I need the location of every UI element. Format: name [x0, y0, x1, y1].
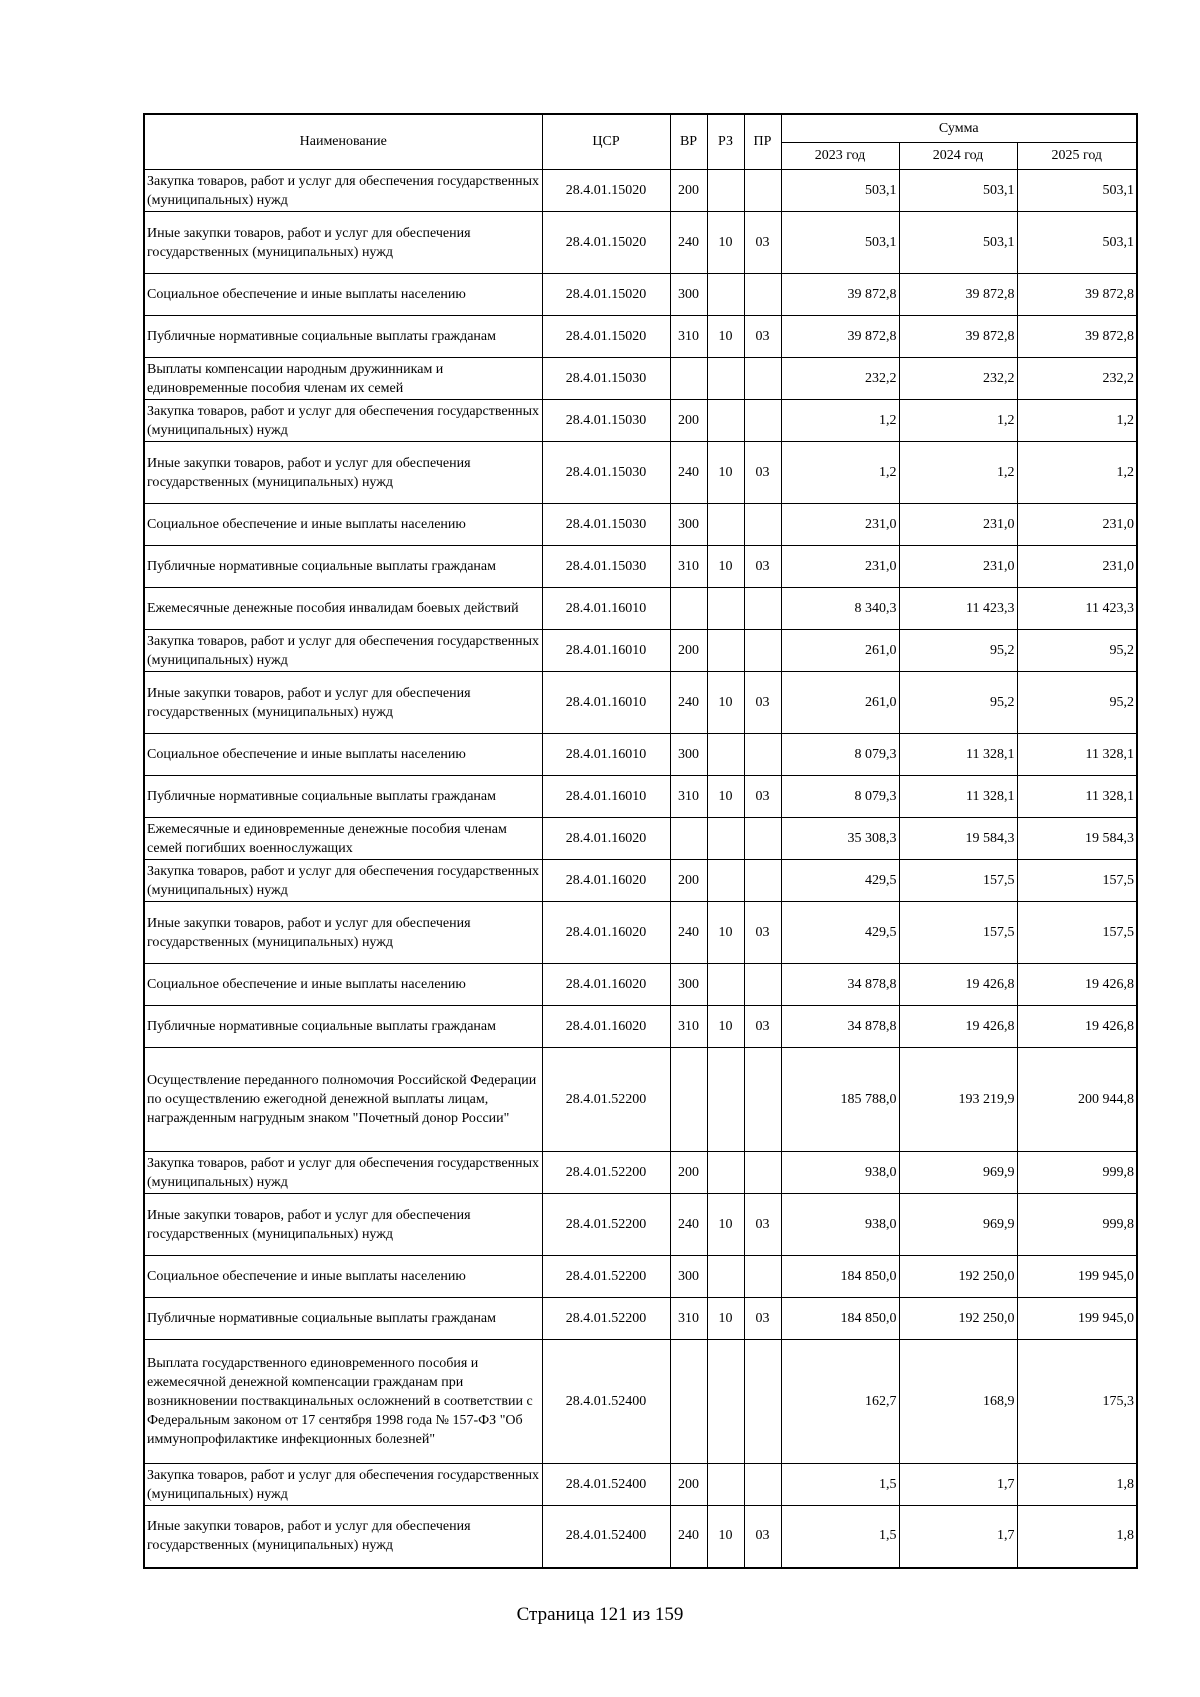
row-csr: 28.4.01.16010: [542, 630, 670, 672]
header-vr: ВР: [670, 114, 707, 170]
row-pr: 03: [744, 776, 781, 818]
row-sum-2025: 11 328,1: [1017, 734, 1137, 776]
header-pr: ПР: [744, 114, 781, 170]
row-name: Закупка товаров, работ и услуг для обеспечения государственных (муниципальных) нужд: [144, 630, 542, 672]
row-sum-2025: 231,0: [1017, 546, 1137, 588]
row-vr: 240: [670, 672, 707, 734]
row-rz: 10: [707, 546, 744, 588]
page-number: Страница 121 из 159: [516, 1604, 684, 1625]
header-year-2024: 2024 год: [899, 143, 1017, 170]
row-sum-2023: 261,0: [781, 630, 899, 672]
row-csr: 28.4.01.52200: [542, 1194, 670, 1256]
row-pr: [744, 274, 781, 316]
row-sum-2023: 232,2: [781, 358, 899, 400]
table-row: [144, 1464, 1137, 1506]
row-sum-2023: 503,1: [781, 170, 899, 212]
row-sum-2024: 157,5: [899, 860, 1017, 902]
row-sum-2023: 938,0: [781, 1194, 899, 1256]
row-sum-2024: 11 328,1: [899, 734, 1017, 776]
row-sum-2023: 938,0: [781, 1152, 899, 1194]
table-row: [144, 1340, 1137, 1464]
row-name: Публичные нормативные социальные выплаты гражданам: [144, 1298, 542, 1340]
row-sum-2025: 999,8: [1017, 1194, 1137, 1256]
table-row: [144, 818, 1137, 860]
row-csr: 28.4.01.52400: [542, 1464, 670, 1506]
row-csr: 28.4.01.15030: [542, 504, 670, 546]
row-csr: 28.4.01.15030: [542, 400, 670, 442]
row-vr: 240: [670, 1194, 707, 1256]
row-name: Социальное обеспечение и иные выплаты населению: [144, 504, 542, 546]
row-name: Публичные нормативные социальные выплаты гражданам: [144, 316, 542, 358]
row-pr: [744, 1048, 781, 1152]
table-row: [144, 400, 1137, 442]
header-sum: Сумма: [781, 114, 1137, 143]
row-sum-2024: 231,0: [899, 504, 1017, 546]
row-pr: 03: [744, 672, 781, 734]
row-sum-2025: 157,5: [1017, 902, 1137, 964]
row-sum-2024: 969,9: [899, 1194, 1017, 1256]
row-sum-2025: 231,0: [1017, 504, 1137, 546]
row-csr: 28.4.01.16010: [542, 734, 670, 776]
row-sum-2023: 162,7: [781, 1340, 899, 1464]
row-vr: [670, 1048, 707, 1152]
table-header: [144, 114, 1137, 170]
row-vr: [670, 358, 707, 400]
table-row: [144, 1048, 1137, 1152]
row-name: Осуществление переданного полномочия Российской Федерации по осуществлению ежегодной денежной выплаты лицам, награжденным нагрудным знаком "Почетный донор России": [144, 1048, 542, 1152]
table-row: [144, 212, 1137, 274]
table-row: [144, 1506, 1137, 1568]
row-sum-2023: 429,5: [781, 860, 899, 902]
row-sum-2024: 39 872,8: [899, 316, 1017, 358]
row-sum-2025: 39 872,8: [1017, 316, 1137, 358]
row-name: Социальное обеспечение и иные выплаты населению: [144, 964, 542, 1006]
table-row: [144, 504, 1137, 546]
row-pr: 03: [744, 1506, 781, 1568]
row-rz: [707, 588, 744, 630]
row-sum-2023: 8 079,3: [781, 734, 899, 776]
row-pr: 03: [744, 902, 781, 964]
row-vr: [670, 1340, 707, 1464]
row-sum-2024: 969,9: [899, 1152, 1017, 1194]
row-rz: 10: [707, 1506, 744, 1568]
row-name: Иные закупки товаров, работ и услуг для обеспечения государственных (муниципальных) нужд: [144, 1194, 542, 1256]
row-name: Закупка товаров, работ и услуг для обеспечения государственных (муниципальных) нужд: [144, 1464, 542, 1506]
row-vr: 310: [670, 316, 707, 358]
row-sum-2024: 1,7: [899, 1464, 1017, 1506]
header-year-2025: 2025 год: [1017, 143, 1137, 170]
row-vr: 300: [670, 1256, 707, 1298]
row-csr: 28.4.01.15030: [542, 358, 670, 400]
row-sum-2025: 157,5: [1017, 860, 1137, 902]
row-sum-2023: 184 850,0: [781, 1256, 899, 1298]
row-sum-2023: 34 878,8: [781, 964, 899, 1006]
row-csr: 28.4.01.52200: [542, 1048, 670, 1152]
row-vr: 240: [670, 1506, 707, 1568]
row-vr: 300: [670, 274, 707, 316]
row-sum-2024: 19 426,8: [899, 964, 1017, 1006]
row-rz: 10: [707, 672, 744, 734]
row-sum-2024: 193 219,9: [899, 1048, 1017, 1152]
row-csr: 28.4.01.15020: [542, 274, 670, 316]
row-name: Социальное обеспечение и иные выплаты населению: [144, 734, 542, 776]
row-pr: [744, 630, 781, 672]
row-csr: 28.4.01.15020: [542, 170, 670, 212]
row-rz: 10: [707, 776, 744, 818]
row-sum-2025: 39 872,8: [1017, 274, 1137, 316]
row-csr: 28.4.01.16010: [542, 776, 670, 818]
budget-table: [143, 113, 1138, 1569]
row-pr: [744, 504, 781, 546]
row-sum-2023: 8 079,3: [781, 776, 899, 818]
row-rz: 10: [707, 442, 744, 504]
table-row: [144, 316, 1137, 358]
row-pr: [744, 358, 781, 400]
row-csr: 28.4.01.16020: [542, 818, 670, 860]
row-csr: 28.4.01.16020: [542, 860, 670, 902]
row-name: Иные закупки товаров, работ и услуг для обеспечения государственных (муниципальных) нужд: [144, 672, 542, 734]
row-sum-2025: 1,8: [1017, 1464, 1137, 1506]
row-name: Иные закупки товаров, работ и услуг для обеспечения государственных (муниципальных) нужд: [144, 1506, 542, 1568]
row-sum-2024: 19 426,8: [899, 1006, 1017, 1048]
row-pr: [744, 1152, 781, 1194]
row-name: Закупка товаров, работ и услуг для обеспечения государственных (муниципальных) нужд: [144, 1152, 542, 1194]
row-sum-2023: 39 872,8: [781, 274, 899, 316]
row-sum-2023: 8 340,3: [781, 588, 899, 630]
row-csr: 28.4.01.52400: [542, 1340, 670, 1464]
row-sum-2023: 1,5: [781, 1506, 899, 1568]
row-vr: 200: [670, 860, 707, 902]
header-name: Наименование: [144, 114, 542, 170]
row-name: Публичные нормативные социальные выплаты гражданам: [144, 546, 542, 588]
header-rz: РЗ: [707, 114, 744, 170]
row-rz: [707, 1464, 744, 1506]
row-sum-2023: 184 850,0: [781, 1298, 899, 1340]
table-row: [144, 588, 1137, 630]
row-pr: 03: [744, 1006, 781, 1048]
row-sum-2023: 1,2: [781, 442, 899, 504]
row-vr: 310: [670, 1298, 707, 1340]
row-sum-2024: 95,2: [899, 672, 1017, 734]
table-body: [144, 170, 1137, 1568]
table-row: [144, 902, 1137, 964]
table-row: [144, 442, 1137, 504]
row-sum-2023: 35 308,3: [781, 818, 899, 860]
row-name: Социальное обеспечение и иные выплаты населению: [144, 1256, 542, 1298]
row-rz: [707, 358, 744, 400]
row-name: Иные закупки товаров, работ и услуг для обеспечения государственных (муниципальных) нужд: [144, 442, 542, 504]
row-name: Ежемесячные и единовременные денежные пособия членам семей погибших военнослужащих: [144, 818, 542, 860]
row-sum-2023: 231,0: [781, 504, 899, 546]
row-csr: 28.4.01.15030: [542, 442, 670, 504]
table-row: [144, 1194, 1137, 1256]
row-rz: 10: [707, 316, 744, 358]
row-sum-2023: 231,0: [781, 546, 899, 588]
row-sum-2025: 95,2: [1017, 630, 1137, 672]
row-sum-2024: 95,2: [899, 630, 1017, 672]
table-row: [144, 1006, 1137, 1048]
row-sum-2025: 1,2: [1017, 442, 1137, 504]
row-rz: [707, 818, 744, 860]
row-csr: 28.4.01.52200: [542, 1152, 670, 1194]
table-row: [144, 672, 1137, 734]
row-name: Ежемесячные денежные пособия инвалидам боевых действий: [144, 588, 542, 630]
table-row: [144, 1298, 1137, 1340]
row-vr: 200: [670, 1464, 707, 1506]
row-csr: 28.4.01.52200: [542, 1256, 670, 1298]
row-pr: 03: [744, 212, 781, 274]
row-csr: 28.4.01.16020: [542, 1006, 670, 1048]
row-sum-2025: 1,2: [1017, 400, 1137, 442]
table-row: [144, 734, 1137, 776]
row-sum-2024: 231,0: [899, 546, 1017, 588]
table-row: [144, 1152, 1137, 1194]
row-name: Публичные нормативные социальные выплаты гражданам: [144, 1006, 542, 1048]
row-sum-2025: 999,8: [1017, 1152, 1137, 1194]
row-sum-2025: 199 945,0: [1017, 1256, 1137, 1298]
row-sum-2025: 11 328,1: [1017, 776, 1137, 818]
row-name: Выплаты компенсации народным дружинникам и единовременные пособия членам их семей: [144, 358, 542, 400]
row-pr: [744, 1464, 781, 1506]
row-name: Иные закупки товаров, работ и услуг для обеспечения государственных (муниципальных) нужд: [144, 902, 542, 964]
row-pr: [744, 818, 781, 860]
row-vr: 240: [670, 902, 707, 964]
row-sum-2025: 11 423,3: [1017, 588, 1137, 630]
table-row: [144, 1256, 1137, 1298]
row-pr: 03: [744, 1298, 781, 1340]
row-rz: [707, 1256, 744, 1298]
row-pr: 03: [744, 316, 781, 358]
row-vr: 200: [670, 170, 707, 212]
row-pr: 03: [744, 546, 781, 588]
row-name: Закупка товаров, работ и услуг для обеспечения государственных (муниципальных) нужд: [144, 860, 542, 902]
row-rz: [707, 274, 744, 316]
row-csr: 28.4.01.16010: [542, 588, 670, 630]
row-sum-2024: 232,2: [899, 358, 1017, 400]
row-rz: 10: [707, 1006, 744, 1048]
row-sum-2025: 19 426,8: [1017, 1006, 1137, 1048]
row-sum-2025: 95,2: [1017, 672, 1137, 734]
row-sum-2024: 1,2: [899, 442, 1017, 504]
row-vr: 240: [670, 442, 707, 504]
row-pr: 03: [744, 1194, 781, 1256]
row-sum-2025: 175,3: [1017, 1340, 1137, 1464]
row-pr: 03: [744, 442, 781, 504]
row-vr: [670, 818, 707, 860]
row-sum-2024: 503,1: [899, 212, 1017, 274]
row-sum-2024: 503,1: [899, 170, 1017, 212]
row-sum-2024: 11 328,1: [899, 776, 1017, 818]
row-name: Закупка товаров, работ и услуг для обеспечения государственных (муниципальных) нужд: [144, 170, 542, 212]
row-rz: [707, 860, 744, 902]
row-rz: [707, 1152, 744, 1194]
row-sum-2023: 503,1: [781, 212, 899, 274]
row-pr: [744, 170, 781, 212]
row-rz: [707, 1340, 744, 1464]
row-csr: 28.4.01.15030: [542, 546, 670, 588]
row-sum-2023: 1,2: [781, 400, 899, 442]
row-csr: 28.4.01.16020: [542, 964, 670, 1006]
row-sum-2023: 429,5: [781, 902, 899, 964]
row-sum-2023: 34 878,8: [781, 1006, 899, 1048]
row-vr: 300: [670, 964, 707, 1006]
row-sum-2025: 19 584,3: [1017, 818, 1137, 860]
row-sum-2024: 1,2: [899, 400, 1017, 442]
row-vr: 240: [670, 212, 707, 274]
row-sum-2023: 39 872,8: [781, 316, 899, 358]
table-row: [144, 964, 1137, 1006]
row-rz: [707, 400, 744, 442]
row-name: Социальное обеспечение и иные выплаты населению: [144, 274, 542, 316]
row-name: Закупка товаров, работ и услуг для обеспечения государственных (муниципальных) нужд: [144, 400, 542, 442]
table-row: [144, 860, 1137, 902]
table-row: [144, 274, 1137, 316]
header-year-2023: 2023 год: [781, 143, 899, 170]
row-csr: 28.4.01.15020: [542, 316, 670, 358]
row-rz: 10: [707, 902, 744, 964]
row-sum-2025: 1,8: [1017, 1506, 1137, 1568]
row-vr: 200: [670, 400, 707, 442]
row-sum-2024: 1,7: [899, 1506, 1017, 1568]
table-row: [144, 630, 1137, 672]
row-csr: 28.4.01.16010: [542, 672, 670, 734]
row-pr: [744, 588, 781, 630]
row-pr: [744, 1340, 781, 1464]
row-rz: 10: [707, 212, 744, 274]
row-rz: [707, 504, 744, 546]
row-sum-2024: 157,5: [899, 902, 1017, 964]
row-sum-2024: 11 423,3: [899, 588, 1017, 630]
row-sum-2023: 261,0: [781, 672, 899, 734]
row-pr: [744, 964, 781, 1006]
row-sum-2025: 19 426,8: [1017, 964, 1137, 1006]
table-row: [144, 358, 1137, 400]
row-sum-2025: 199 945,0: [1017, 1298, 1137, 1340]
row-rz: [707, 734, 744, 776]
row-sum-2024: 39 872,8: [899, 274, 1017, 316]
row-pr: [744, 860, 781, 902]
row-csr: 28.4.01.15020: [542, 212, 670, 274]
row-sum-2023: 185 788,0: [781, 1048, 899, 1152]
row-vr: 200: [670, 630, 707, 672]
row-rz: 10: [707, 1298, 744, 1340]
row-csr: 28.4.01.16020: [542, 902, 670, 964]
row-sum-2024: 19 584,3: [899, 818, 1017, 860]
row-csr: 28.4.01.52400: [542, 1506, 670, 1568]
row-vr: 200: [670, 1152, 707, 1194]
row-sum-2023: 1,5: [781, 1464, 899, 1506]
row-vr: 300: [670, 734, 707, 776]
row-name: Иные закупки товаров, работ и услуг для обеспечения государственных (муниципальных) нужд: [144, 212, 542, 274]
row-rz: [707, 630, 744, 672]
row-rz: 10: [707, 1194, 744, 1256]
row-pr: [744, 734, 781, 776]
table-row: [144, 546, 1137, 588]
row-rz: [707, 1048, 744, 1152]
row-name: Публичные нормативные социальные выплаты гражданам: [144, 776, 542, 818]
row-pr: [744, 400, 781, 442]
row-rz: [707, 964, 744, 1006]
table-row: [144, 776, 1137, 818]
row-rz: [707, 170, 744, 212]
row-vr: 310: [670, 546, 707, 588]
row-vr: 310: [670, 1006, 707, 1048]
row-name: Выплата государственного единовременного пособия и ежемесячной денежной компенсации гражданам при возникновении поствакцинальных осложнений в соответствии с Федеральным законом от 17 сентября 1998 года № 157-ФЗ "Об иммунопрофилактике инфекционных болезней": [144, 1340, 542, 1464]
header-csr: ЦСР: [542, 114, 670, 170]
row-vr: [670, 588, 707, 630]
row-sum-2025: 503,1: [1017, 170, 1137, 212]
row-csr: 28.4.01.52200: [542, 1298, 670, 1340]
row-sum-2024: 168,9: [899, 1340, 1017, 1464]
row-sum-2025: 232,2: [1017, 358, 1137, 400]
row-vr: 310: [670, 776, 707, 818]
row-sum-2024: 192 250,0: [899, 1256, 1017, 1298]
table-row: [144, 170, 1137, 212]
row-sum-2025: 503,1: [1017, 212, 1137, 274]
row-sum-2025: 200 944,8: [1017, 1048, 1137, 1152]
row-pr: [744, 1256, 781, 1298]
row-vr: 300: [670, 504, 707, 546]
row-sum-2024: 192 250,0: [899, 1298, 1017, 1340]
